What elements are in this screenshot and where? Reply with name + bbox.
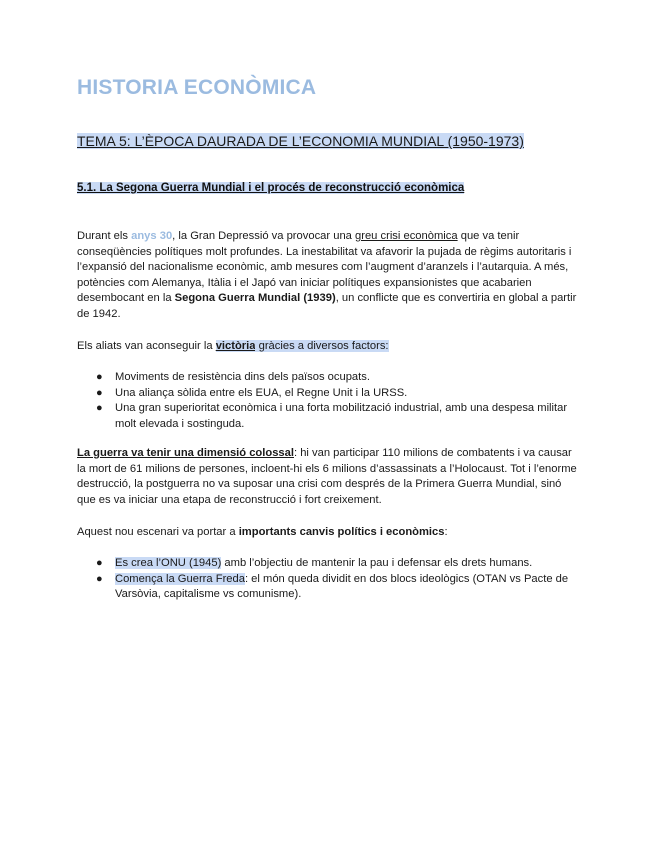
text: Durant els (77, 230, 132, 242)
changes-list (77, 556, 577, 603)
text: : hi van participar 110 milions de combatents i va causar la mort de 61 milions de persones, incloent-hi els 6 milions d’assassinats a l’Holocaust. Tot i l’enorme destrucció, la postguerra no va suposar una crisi com després de la Primera Guerra Mundial, sinó que es va iniciar una etapa de reconstrucció i fort creixement. (77, 447, 577, 506)
paragraph-war-dimension (77, 446, 577, 508)
document-title: HISTORIA ECONÒMICA (77, 76, 317, 99)
bold-highlight-text: victòria (215, 340, 256, 352)
list-item (77, 556, 577, 572)
highlight-text: Comença la Guerra Freda (115, 572, 245, 585)
paragraph-intro (77, 229, 577, 323)
list-item-text: : el món queda dividit en dos blocs ideològics (OTAN vs Pacte de Varsòvia, capitalisme vs comunisme). (115, 572, 569, 601)
bullet-icon: ● (96, 386, 103, 399)
list-item-text: Una gran superioritat econòmica i una forta mobilització industrial, amb una despesa militar molt elevada i sostinguda. (115, 402, 568, 430)
bullet-icon: ● (96, 371, 103, 383)
list-item (77, 401, 577, 432)
text: , un conflicte que es convertiria en global a partir de 1942. (77, 292, 577, 320)
text: , la Gran Depressió va provocar una (172, 230, 355, 242)
bullet-icon: ● (96, 572, 103, 585)
text: Els aliats van aconseguir la (77, 340, 216, 352)
list-item-text: Una aliança sòlida entre els EUA, el Regne Unit i la URSS. (115, 386, 408, 399)
list-item (77, 386, 577, 402)
chapter-heading: TEMA 5: L’ÈPOCA DAURADA DE L’ECONOMIA MUNDIAL (1950-1973) (77, 133, 524, 149)
bold-text: importants canvis polítics i econòmics (238, 526, 445, 538)
bold-underlined-text: La guerra va tenir una dimensió colossal (77, 447, 294, 459)
factors-list (77, 370, 577, 432)
bullet-icon: ● (96, 557, 103, 569)
section-heading: 5.1. La Segona Guerra Mundial i el procés de reconstrucció econòmica (77, 182, 465, 194)
underlined-text: greu crisi econòmica (355, 230, 458, 242)
highlight-text: Es crea l’ONU (1945) (115, 557, 222, 569)
text: que va tenir conseqüències polítiques molt profundes. La inestabilitat va afavorir la pujada de règims autoritaris i l’expansió del nacionalisme econòmic, amb mesures com l’augment d’aranzels i l’autarquia. A més, potències com Alemanya, Itàlia i el Japó van iniciar polítiques expansionistes que acabarien desembocant en la (77, 230, 572, 305)
list-item-text: Moviments de resistència dins dels països ocupats. (115, 371, 370, 383)
list-item (77, 370, 577, 386)
text: Aquest nou escenari va portar a (77, 526, 239, 538)
paragraph-new-scenario (77, 525, 577, 541)
list-item (77, 572, 577, 603)
paragraph-victory (77, 339, 577, 355)
list-item-text: amb l’objectiu de mantenir la pau i defensar els drets humans. (221, 557, 533, 569)
text: : (444, 526, 448, 538)
bullet-icon: ● (96, 402, 103, 415)
accent-text: anys 30 (131, 230, 173, 242)
bold-text: Segona Guerra Mundial (1939) (174, 292, 336, 305)
highlight-text: gràcies a diversos factors: (255, 340, 389, 352)
